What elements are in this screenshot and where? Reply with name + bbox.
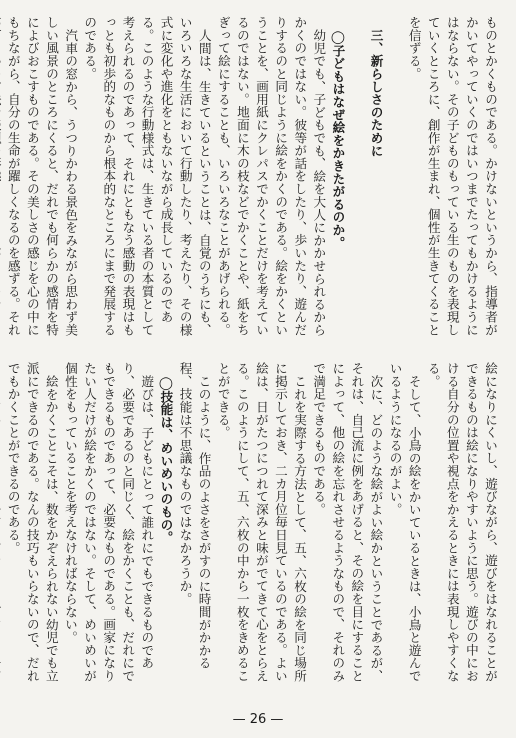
page-number: — 26 — — [232, 712, 284, 727]
subheading: ◯子どもはなぜ絵をかきたがるのか。 — [330, 28, 346, 249]
paragraph: 絵になりにくいし、遊びながら、遊びをはなれることができるものは絵になりやすいように思う。遊びの中における自分の位置や視点をかえるときには表現しやすくなる。 — [425, 362, 498, 682]
paragraph: これを実際する方法として、五、六枚の絵を同じ場所に掲示しておき、二カ月位毎日見ているのである。よい絵は、日がたつにつれて深みと味がでてきて心をとらえる。このようにして、五、六枚の中から一枚をきめることができる。 — [215, 362, 308, 682]
paragraph: 次に、どのような絵がよい絵かということであるが、それは、自己流に例をあげると、その絵を目にすることによって、他の絵を忘れさせるようなもので、それのみで満足できるものである。 — [311, 362, 384, 682]
paragraph: 汽車の窓から、うつりかわる景色をみながら思わず美しい風景のところにくると、だれでも何らかの感情を特によびおこすものである。その美しさの感じを心の中にもちながら、自分の生命が躍しくなるのを感ずる。それ — [5, 16, 79, 336]
paragraph: 幼児でも、子どもでも、絵を大人にかかせられるからかくのではない。彼等が話をしたり、歩いたり、遊んだりするのと同じように絵をかくのである。絵をかくということを、画用紙にクレパスでかくことだけを考えているのではない。地面に木の枝などでかくことや、紙をちぎって絵にすることも、いろいろなことがあげられる。 — [215, 16, 327, 336]
paragraph — [0, 362, 4, 688]
paragraph: そして、小鳥の絵をかいているときは、小鳥と遊んでいるようになるのがよい。 — [387, 362, 422, 682]
paragraph: 絵をかくことこそは、数をかぞえられない幼児でも立派にできるのである。なんの技巧もいらないので、だれでもかくことができるのである。 — [5, 362, 59, 682]
upper-text-block — [5, 16, 500, 346]
lower-text-block — [5, 362, 500, 688]
paragraph: ものとかくものである。かけないというから、指導者がかいてやっていくのではいつまでたってもかけるようにはならない。その子どものもっている生のものを表現していくところに、創作が生まれ、個性が生きてくることを信ずる。 — [406, 16, 498, 336]
paragraph: 人間は、生きているということは、自覚のうちにも、いろいろな生活において行動したり、考えたり、その様式に変化や進化をともないながら成長しているのである。このような行動様式は、生きている者の本質として考えられるのであって、それにともなう感動の表現はもっとも初歩的なものから根本的なところにまで発展するのである。 — [82, 16, 212, 336]
subheading: ◯技能は、めいめいのもの。 — [158, 374, 174, 544]
paragraph: このように、作品のよさをさがすのに時間がかかる程、技能は不思議なものではなかろうか。 — [177, 362, 212, 669]
section-title: 三、新らしさのために — [368, 28, 384, 157]
paragraph: 遊びは、子どもにとって誰れにでもできるものであり、必要であるのと同じく、絵をかくことも、だれにでもできるものであって、必要なものである。画家になりたい人だけが絵をかくのではない。そして、めいめいが個性をもっていることを考えなければならない。 — [62, 362, 155, 682]
